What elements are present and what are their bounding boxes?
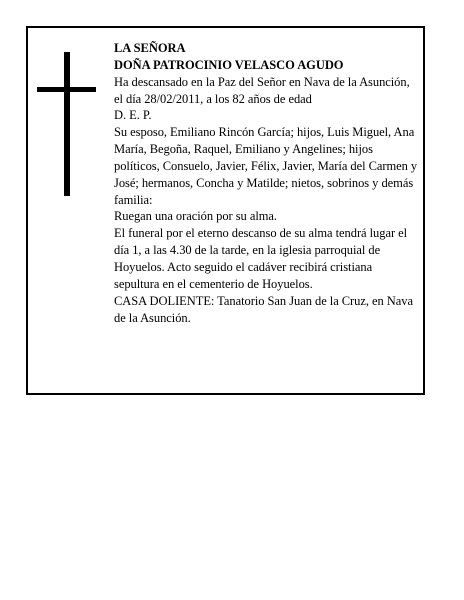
heading-title: LA SEÑORA bbox=[114, 41, 186, 55]
rest-in-peace: D. E. P. bbox=[114, 108, 152, 123]
funeral-details: El funeral por el eterno descanso de su alma tendrá lugar el día 1, a las 4.30 de la tarde, en la iglesia parroquial de Hoyuelos. Acto seguido el cadáver recibirá cristiana sepultura en el cementerio de Hoyuelos. bbox=[114, 226, 408, 291]
cross-vertical-bar bbox=[64, 52, 70, 196]
prayer-request: Ruegan una oración por su alma. bbox=[114, 209, 277, 224]
obituary-text bbox=[114, 40, 420, 326]
family-list: Su esposo, Emiliano Rincón García; hijos, Luis Miguel, Ana María, Begoña, Raquel, Emiliano y Angelines; hijos políticos, Consuelo, Javier, Félix, Javier, María del Carmen y José; hermanos, Concha y Matilde; nietos, sobrinos y demás familia: bbox=[114, 125, 418, 207]
deceased-name: DOÑA PATROCINIO VELASCO AGUDO bbox=[114, 57, 344, 72]
mourning-house: CASA DOLIENTE: Tanatorio San Juan de la Cruz, en Nava de la Asunción. bbox=[114, 293, 413, 325]
cross-icon bbox=[37, 52, 99, 198]
cross-horizontal-bar bbox=[37, 87, 96, 92]
death-announcement: Ha descansado en la Paz del Señor en Nava de la Asunción, el día 28/02/2011, a los 82 años de edad bbox=[114, 74, 410, 106]
